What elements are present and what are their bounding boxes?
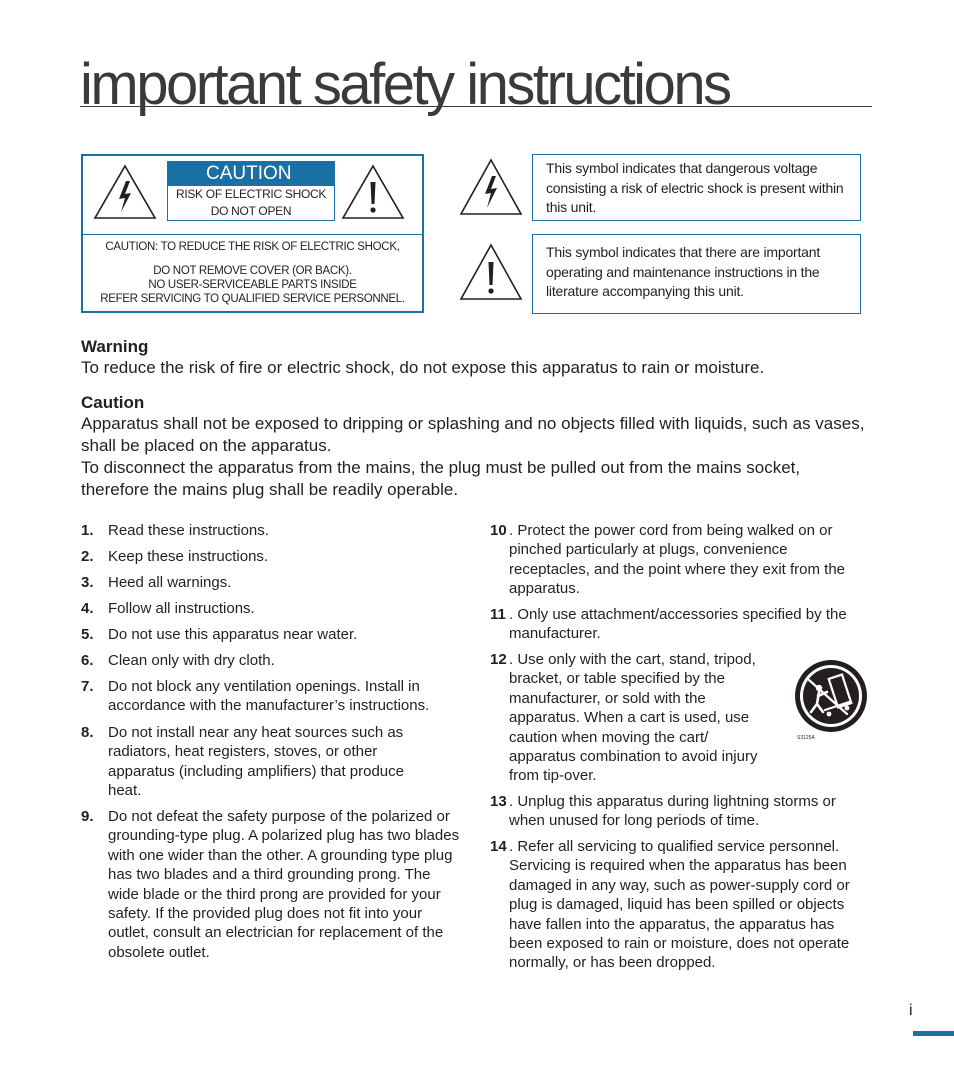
item-text: Do not use this apparatus near water. <box>108 626 358 643</box>
caution-tag-heading: CAUTION <box>168 162 334 186</box>
item-text: Do not install near any heat sources such as radiators, heat registers, stoves, or other apparatus (including amplifiers) that produce heat. <box>108 724 404 800</box>
cart-tip-over-warning-icon <box>789 658 873 742</box>
lightning-triangle-icon <box>93 164 157 220</box>
list-item <box>81 677 465 716</box>
item-number: 1. <box>81 522 94 539</box>
caution-label-line: CAUTION: TO REDUCE THE RISK OF ELECTRIC SHOCK, <box>105 241 400 253</box>
caution-label-line: DO NOT REMOVE COVER (OR BACK). <box>153 265 352 277</box>
disconnect-text: To disconnect the apparatus from the mains, the plug must be pulled out from the mains socket, therefore the mains plug shall be readily operable. <box>81 458 801 499</box>
list-item <box>81 625 465 644</box>
list-item <box>81 547 465 566</box>
caution-label-text <box>83 240 422 306</box>
symbol-description-voltage: This symbol indicates that dangerous voltage consisting a risk of electric shock is present within this unit. <box>532 154 861 221</box>
title-rule <box>80 106 872 107</box>
caution-tag-line: RISK OF ELECTRIC SHOCK <box>175 187 327 201</box>
item-text: . Use only with the cart, stand, tripod, bracket, or table specified by the manufacturer, or sold with the apparatus. When a cart is used, use caution when moving the cart/ apparatus combination to avoid injury from tip-over. <box>509 651 758 785</box>
list-item <box>490 792 870 831</box>
item-number: 11 <box>490 606 506 623</box>
item-text: Clean only with dry cloth. <box>108 652 275 669</box>
list-item <box>490 605 870 644</box>
item-text: . Refer all servicing to qualified service personnel. Servicing is required when the apparatus has been damaged in any way, such as power-supply cord or plug is damaged, liquid has been spilled or objects have fallen into the apparatus, the apparatus has been exposed to rain or moisture, does not operate normally, or has been dropped. <box>509 838 850 972</box>
item-text: Heed all warnings. <box>108 574 232 591</box>
list-item <box>81 573 465 592</box>
caution-label-line: REFER SERVICING TO QUALIFIED SERVICE PERSONNEL. <box>100 293 405 305</box>
symbol-description-instructions: This symbol indicates that there are important operating and maintenance instructions in the literature accompanying this unit. <box>532 234 861 314</box>
exclamation-triangle-icon <box>341 164 405 220</box>
item-number: 12 <box>490 651 507 668</box>
item-number: 13 <box>490 793 507 810</box>
item-number: 7. <box>81 678 94 695</box>
caution-text: Apparatus shall not be exposed to dripping or splashing and no objects filled with liquids, such as vases, shall be placed on the apparatus. <box>81 414 865 455</box>
item-text: . Protect the power cord from being walked on or pinched particularly at plugs, convenience receptacles, and the point where they exit from the apparatus. <box>509 522 846 598</box>
list-item <box>81 651 465 670</box>
item-text: Do not defeat the safety purpose of the polarized or grounding-type plug. A polarized plug has two blades with one wider than the other. A grounding type plug has two blades and a third grounding prong. The wide blade or the third prong are provided for your safety. If the provided plug does not fit into your outlet, consult an electrician for replacement of the obsolete outlet. <box>108 808 460 961</box>
item-text: . Only use attachment/accessories specified by the manufacturer. <box>509 606 847 643</box>
page-number: i <box>909 1002 913 1019</box>
list-item <box>490 837 866 973</box>
item-number: 2. <box>81 548 94 565</box>
item-text: Do not block any ventilation openings. Install in accordance with the manufacturer’s instructions. <box>108 678 430 715</box>
item-text: . Unplug this apparatus during lightning storms or when unused for long periods of time. <box>509 793 836 830</box>
list-item <box>81 723 426 801</box>
item-number: 6. <box>81 652 94 669</box>
item-text: Follow all instructions. <box>108 600 255 617</box>
item-text: Keep these instructions. <box>108 548 269 565</box>
list-item <box>81 807 465 962</box>
caution-tag-line: DO NOT OPEN <box>210 204 292 218</box>
item-text: Read these instructions. <box>108 522 269 539</box>
cart-icon-caption: S3125A <box>797 735 815 741</box>
caution-tag <box>167 161 335 221</box>
item-number: 5. <box>81 626 94 643</box>
item-number: 9. <box>81 808 94 825</box>
page-number-bar <box>913 1031 954 1036</box>
warning-heading: Warning <box>81 337 149 356</box>
item-number: 8. <box>81 724 94 741</box>
list-item <box>81 599 465 618</box>
list-item <box>490 521 870 599</box>
exclamation-triangle-icon <box>459 243 523 301</box>
caution-label-top <box>83 156 422 235</box>
item-number: 10 <box>490 522 507 539</box>
lightning-triangle-icon <box>459 158 523 216</box>
caution-label <box>81 154 424 313</box>
item-number: 4. <box>81 600 94 617</box>
item-number: 14 <box>490 838 507 855</box>
list-item <box>81 521 465 540</box>
caution-heading: Caution <box>81 393 145 412</box>
page-title: important safety instructions <box>80 52 730 117</box>
item-number: 3. <box>81 574 94 591</box>
warning-text: To reduce the risk of fire or electric shock, do not expose this apparatus to rain or moisture. <box>81 358 765 377</box>
caution-label-line: NO USER-SERVICEABLE PARTS INSIDE <box>148 279 357 291</box>
